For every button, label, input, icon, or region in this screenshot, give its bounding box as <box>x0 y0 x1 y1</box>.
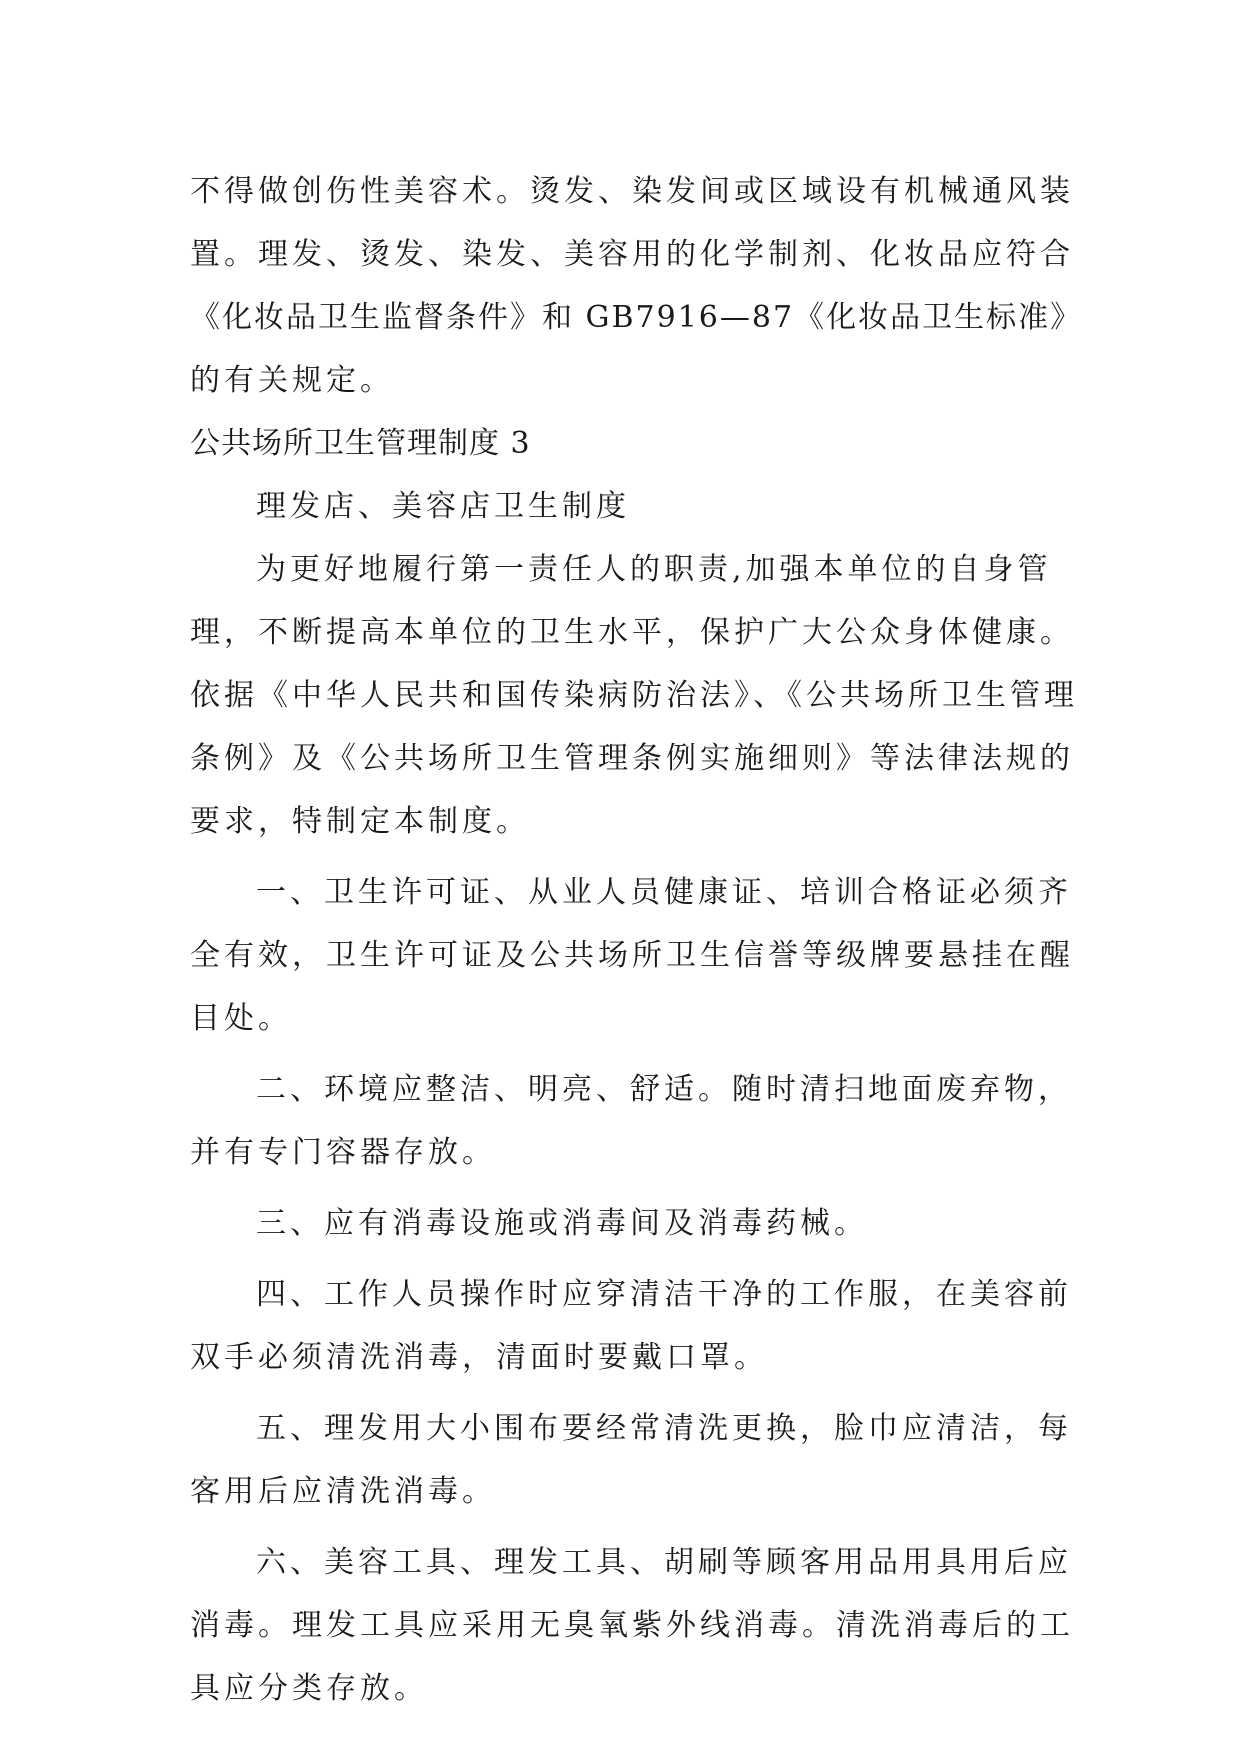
paragraph-gap <box>190 1050 1060 1058</box>
text-line: 目处。 <box>190 1001 292 1036</box>
text-line: 六、美容工具、理发工具、胡刷等顾客用品用具用后应 <box>256 1545 1072 1580</box>
text-line: 二、环境应整洁、明亮、舒适。随时清扫地面废弃物， <box>256 1072 1072 1107</box>
section-subheading: 理发店、美容店卫生制度 <box>256 489 630 524</box>
text-line: 三、应有消毒设施或消毒间及消毒药械。 <box>256 1206 868 1241</box>
text-line: 双手必须清洗消毒，清面时要戴口罩。 <box>190 1340 768 1375</box>
text-line: 为更好地履行第一责任人的职责,加强本单位的自身管 <box>256 552 1052 587</box>
text-line: 全有效，卫生许可证及公共场所卫生信誉等级牌要悬挂在醒 <box>190 938 1074 973</box>
text-line: 理，不断提高本单位的卫生水平，保护广大公众身体健康。 <box>190 615 1074 650</box>
text-line: 置。理发、烫发、染发、美容用的化学制剂、化妆品应符合 <box>190 237 1074 272</box>
text-line: 要求，特制定本制度。 <box>190 804 530 839</box>
text-line: 客用后应清洗消毒。 <box>190 1474 496 1509</box>
text-line: 依据《中华人民共和国传染病防治法》、《公共场所卫生管理 <box>190 678 1078 713</box>
text-line: 的有关规定。 <box>190 363 394 398</box>
document-body <box>190 160 1083 1720</box>
paragraph-gap <box>190 1255 1060 1263</box>
text-line: 《化妆品卫生监督条件》和 GB7916—87《化妆品卫生标准》 <box>190 300 1083 335</box>
text-line: 消毒。理发工具应采用无臭氧紫外线消毒。清洗消毒后的工 <box>190 1608 1074 1643</box>
paragraph-gap <box>190 1523 1060 1531</box>
text-line: 四、工作人员操作时应穿清洁干净的工作服，在美容前 <box>256 1277 1072 1312</box>
text-line: 五、理发用大小围布要经常清洗更换，脸巾应清洁，每 <box>256 1411 1072 1446</box>
text-line: 条例》及《公共场所卫生管理条例实施细则》等法律法规的 <box>190 741 1074 776</box>
paragraph-gap <box>190 1184 1060 1192</box>
text-line: 不得做创伤性美容术。烫发、染发间或区域设有机械通风装 <box>190 174 1074 209</box>
text-line: 一、卫生许可证、从业人员健康证、培训合格证必须齐 <box>256 875 1072 910</box>
text-line: 具应分类存放。 <box>190 1671 428 1706</box>
text-line: 并有专门容器存放。 <box>190 1135 496 1170</box>
paragraph-gap <box>190 1389 1060 1397</box>
paragraph-gap <box>190 853 1060 861</box>
section-heading: 公共场所卫生管理制度 3 <box>190 426 531 461</box>
